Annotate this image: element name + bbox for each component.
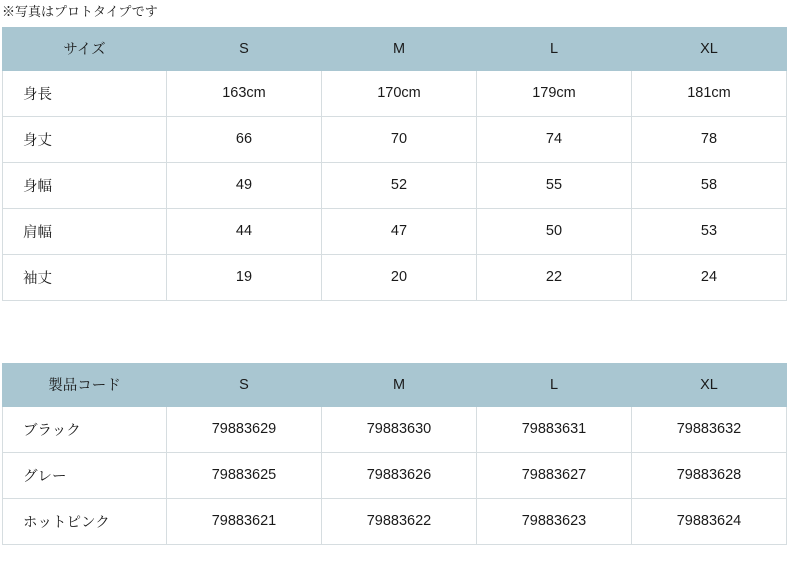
table-row <box>3 162 787 208</box>
code-table-body <box>3 406 787 544</box>
table-header-row <box>3 27 787 70</box>
code-table-cell-1-3: 79883628 <box>632 452 787 498</box>
size-table-cell-2-2: 55 <box>477 162 632 208</box>
size-table-cell-1-2: 74 <box>477 116 632 162</box>
code-table-cell-2-1: 79883622 <box>322 498 477 544</box>
size-table-row-label-4: 袖丈 <box>3 254 167 300</box>
code-table-cell-2-0: 79883621 <box>167 498 322 544</box>
size-table-cell-4-0: 19 <box>167 254 322 300</box>
size-table-cell-4-2: 22 <box>477 254 632 300</box>
table-row <box>3 116 787 162</box>
size-table-header <box>3 27 787 70</box>
code-table-cell-1-1: 79883626 <box>322 452 477 498</box>
size-table-cell-3-1: 47 <box>322 208 477 254</box>
size-table-cell-2-3: 58 <box>632 162 787 208</box>
size-table-row-label-2: 身幅 <box>3 162 167 208</box>
size-table-cell-2-0: 49 <box>167 162 322 208</box>
size-table-cell-4-3: 24 <box>632 254 787 300</box>
code-table-header <box>3 363 787 406</box>
size-table-row-label-1: 身丈 <box>3 116 167 162</box>
code-table-cell-0-1: 79883630 <box>322 406 477 452</box>
prototype-note: ※写真はプロトタイプです <box>2 4 158 19</box>
code-table-row-label-0: ブラック <box>3 406 167 452</box>
size-table-cell-0-2: 179cm <box>477 70 632 116</box>
code-table-row-label-1: グレー <box>3 452 167 498</box>
size-table-row-label-3: 肩幅 <box>3 208 167 254</box>
code-table-header-cell-3: L <box>477 363 632 406</box>
size-table-cell-1-0: 66 <box>167 116 322 162</box>
size-table-cell-3-2: 50 <box>477 208 632 254</box>
table-gap-divider <box>0 301 800 363</box>
code-table-cell-0-2: 79883631 <box>477 406 632 452</box>
product-code-table <box>2 363 787 545</box>
code-table-cell-1-0: 79883625 <box>167 452 322 498</box>
size-measurements-table <box>2 27 787 301</box>
code-table-cell-0-3: 79883632 <box>632 406 787 452</box>
table-row <box>3 406 787 452</box>
size-table-header-cell-2: M <box>322 27 477 70</box>
size-table-cell-4-1: 20 <box>322 254 477 300</box>
size-table-header-cell-4: XL <box>632 27 787 70</box>
table-row <box>3 452 787 498</box>
size-table-cell-1-3: 78 <box>632 116 787 162</box>
size-table-cell-3-3: 53 <box>632 208 787 254</box>
size-table-cell-0-1: 170cm <box>322 70 477 116</box>
size-table-cell-1-1: 70 <box>322 116 477 162</box>
code-table-row-label-2: ホットピンク <box>3 498 167 544</box>
size-table-header-cell-3: L <box>477 27 632 70</box>
code-table-cell-2-2: 79883623 <box>477 498 632 544</box>
code-table-header-cell-1: S <box>167 363 322 406</box>
table-row <box>3 254 787 300</box>
size-table-row-label-0: 身長 <box>3 70 167 116</box>
table-row <box>3 498 787 544</box>
size-table-cell-3-0: 44 <box>167 208 322 254</box>
size-table-header-cell-1: S <box>167 27 322 70</box>
code-table-header-cell-2: M <box>322 363 477 406</box>
size-table-cell-2-1: 52 <box>322 162 477 208</box>
code-table-header-cell-4: XL <box>632 363 787 406</box>
code-table-cell-2-3: 79883624 <box>632 498 787 544</box>
size-table-header-cell-0: サイズ <box>3 27 167 70</box>
size-table-cell-0-3: 181cm <box>632 70 787 116</box>
size-table-body <box>3 70 787 300</box>
code-table-cell-1-2: 79883627 <box>477 452 632 498</box>
code-table-cell-0-0: 79883629 <box>167 406 322 452</box>
table-row <box>3 208 787 254</box>
table-header-row <box>3 363 787 406</box>
size-table-cell-0-0: 163cm <box>167 70 322 116</box>
code-table-header-cell-0: 製品コード <box>3 363 167 406</box>
table-row <box>3 70 787 116</box>
